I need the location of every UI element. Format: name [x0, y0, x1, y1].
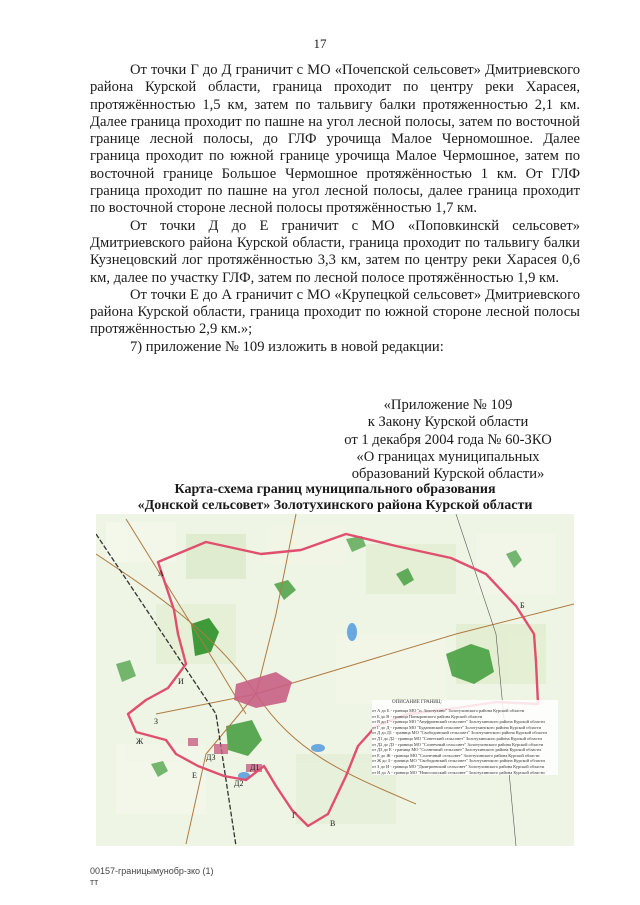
point-label-i: И: [178, 677, 184, 686]
map-title: [120, 482, 550, 514]
footer: [90, 866, 214, 888]
legend-item: от Д3 до Е - граница МО "Солнечный сельсовет" Золотухинского района Курской области: [372, 747, 541, 753]
footer-filename: 00157-границымунобр-зко (1): [90, 866, 214, 876]
legend-item: от В до Г - граница МО "Ануфриевский сельсовет" Золотухинского района Курской области: [372, 719, 545, 725]
paragraph: 7) приложение № 109 изложить в новой редакции:: [130, 338, 444, 355]
paragraph: От точки Г до Д граничит с МО «Почепской сельсовет» Дмитриевского района Курской области, граница проходит по центру реки Харасея, протяжённостью 1,5 км, затем по тальвигу балки протяженностью 2,1 км. Далее граница проходит по пашне на угол лесной полосы, затем по восточной границе лесной полосы, до ГЛФ урочища Малое Черномошное. Далее граница проходит по южной границе урочища Малое Чермошное, затем по восточной границе Большое Чермошное протяжённостью 1 км. От ГЛФ граница проходит по пашне на угол лесной полосы, далее граница проходит по восточной стороне лесной полосы протяжённостью 1,7 км.: [90, 62, 580, 217]
point-label-e: Е: [192, 771, 197, 780]
legend-item: от Б до В - граница Поныровского района Курской области: [372, 713, 483, 719]
legend-item: от Е до Ж - граница МО "Солнечный сельсовет" Золотухинского района Курской области: [372, 752, 540, 758]
map-image: [96, 514, 574, 846]
point-label-v: В: [330, 819, 336, 828]
legend-item: от И до А - граница МО "Новоспасский сельсовет" Золотухинского района Курской области: [372, 769, 545, 775]
map-title-line: «Донской сельсовет» Золотухинского района Курской области: [137, 498, 533, 513]
page-number: 17: [313, 36, 327, 51]
point-label-zh: Ж: [136, 737, 144, 746]
boundary-map: [96, 514, 574, 846]
legend-item: от Д1 до Д2 - граница МО "Советский сельсовет" Золотухинского района Курской области: [372, 736, 542, 742]
point-label-b: Б: [520, 601, 525, 610]
appendix-line: к Закону Курской области: [367, 414, 529, 431]
point-label-z: З: [154, 717, 159, 726]
point-label-a: А: [158, 569, 164, 578]
point-label-d1: Д1: [250, 763, 260, 772]
appendix-line: «Приложение № 109: [383, 397, 513, 413]
legend-item: от А до Б - граница МО "п. Золотухино" Золотухинского района Курской области: [372, 708, 525, 714]
footer-initials: тт: [90, 877, 99, 887]
map-title-line: Карта-схема границ муниципального образования: [174, 482, 496, 497]
appendix-header: [318, 397, 578, 483]
paragraph: От точки Е до А граничит с МО «Крупецкой сельсовет» Дмитриевского района Курской области, граница проходит по южной стороне лесной полосы протяжённостью 2,9 км.»;: [90, 286, 580, 338]
appendix-line: «О границах муниципальных: [356, 448, 540, 465]
body-text: [90, 62, 580, 356]
paragraph: От точки Д до Е граничит с МО «Поповкинскй сельсовет» Дмитриевского района Курской области, граница проходит по тальвигу балки Кузнецовский лог протяжённостью 3,3 км, затем по центру реки Харасея 0,6 км, далее по участку ГЛФ, затем по лесной полосе протяжённостью 1,9 км.: [90, 217, 580, 286]
appendix-line: от 1 декабря 2004 года № 60-ЗКО: [344, 431, 552, 448]
legend-heading: ОПИСАНИЕ ГРАНИЦ:: [392, 700, 442, 705]
legend-item: от Д до Д1 - граница МО "Свободинский сельсовет" Золотухинского района Курской области: [372, 730, 547, 736]
point-label-d3: Д3: [206, 753, 216, 762]
legend-item: от Ж до З - граница МО "Свободинский сельсовет" Золотухинского района Курской области: [372, 758, 545, 764]
map-legend: [372, 700, 558, 775]
legend-item: от Г до Д - граница МО "Будановский сельсовет" Золотухинского района Курской области: [372, 724, 541, 730]
legend-item: от Д2 до Д3 - граница МО "Солнечный сельсовет" Золотухинского района Курской области: [372, 741, 544, 747]
point-label-g: Г: [292, 811, 297, 820]
point-label-d2: Д2: [234, 779, 244, 788]
legend-item: от З до И - граница МО "Дмитриевский сельсовет" Золотухинского района Курской области: [372, 764, 545, 770]
appendix-line: образований Курской области»: [351, 466, 545, 483]
